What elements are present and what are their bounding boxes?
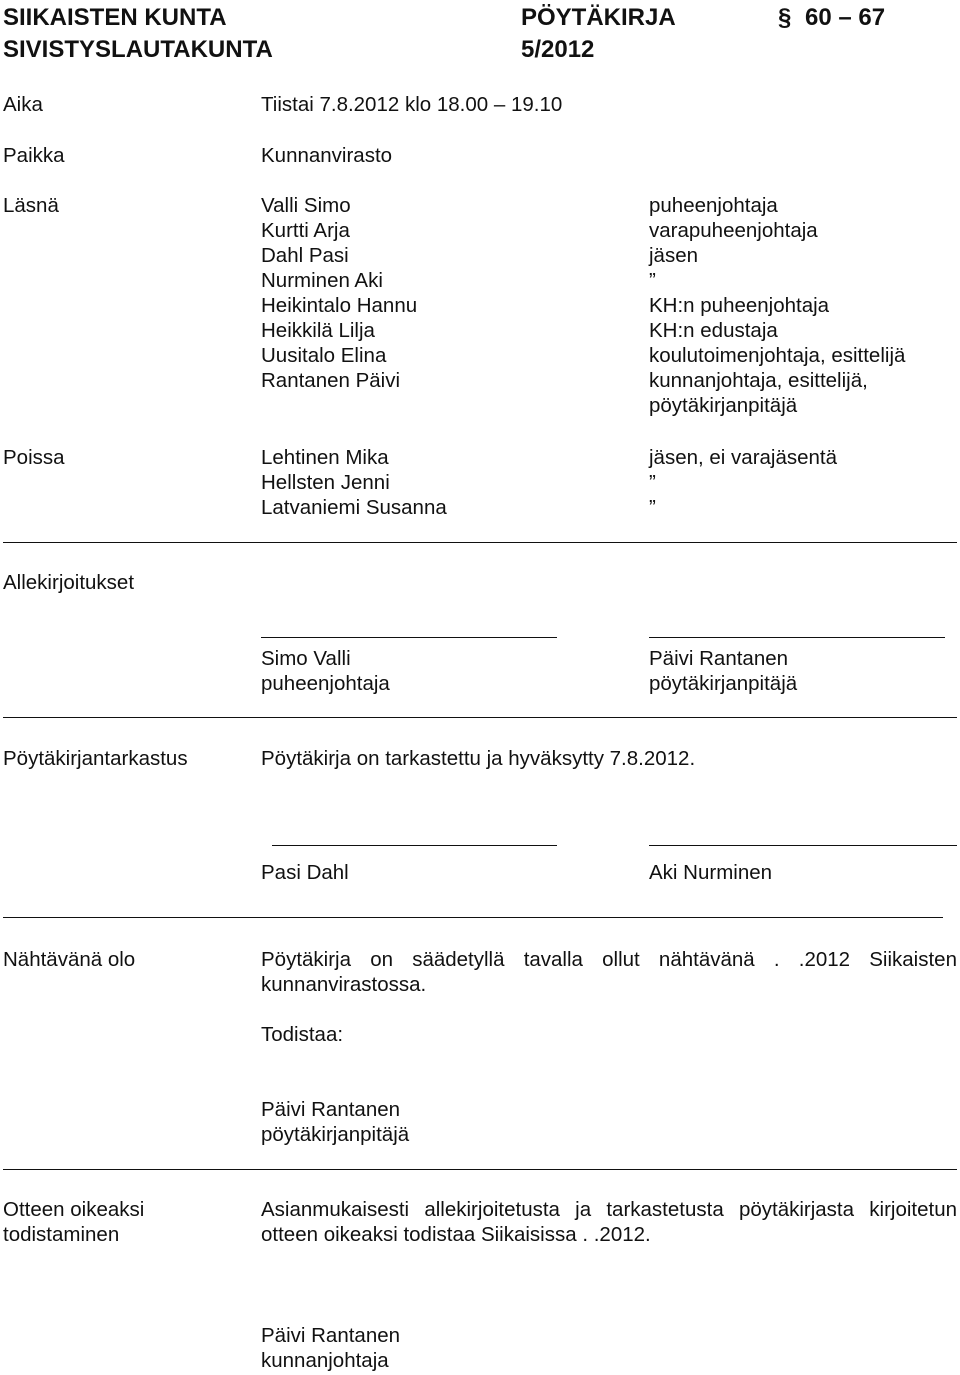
otteen-label-line2: todistaminen [3, 1223, 120, 1246]
section-divider [3, 717, 957, 718]
board-name: SIVISTYSLAUTAKUNTA [3, 36, 273, 63]
secretary-name: Päivi Rantanen [649, 647, 789, 670]
absentee-name: Lehtinen Mika [261, 446, 389, 469]
attendee-role: jäsen [649, 244, 699, 267]
otteen-text-line2: otteen oikeaksi todistaa Siikaisissa . .2012. [261, 1223, 651, 1246]
paikka-value: Kunnanvirasto [261, 144, 393, 167]
attendee-role: KH:n puheenjohtaja [649, 294, 830, 317]
attendee-name: Nurminen Aki [261, 269, 383, 292]
attendee-name: Heikintalo Hannu [261, 294, 418, 317]
poissa-roles [649, 445, 837, 520]
attendee-name: Valli Simo [261, 194, 351, 217]
aika-label: Aika [3, 93, 43, 116]
paikka-label: Paikka [3, 144, 65, 167]
absentee-name: Hellsten Jenni [261, 471, 390, 494]
otteen-signer-role: kunnanjohtaja [261, 1349, 389, 1372]
todistaa-label: Todistaa: [261, 1023, 344, 1046]
attendee-name: Heikkilä Lilja [261, 319, 375, 342]
attendee-role: varapuheenjohtaja [649, 219, 818, 242]
chair-name: Simo Valli [261, 647, 351, 670]
otteen-label-line1: Otteen oikeaksi [3, 1198, 145, 1221]
signature-line [649, 845, 957, 846]
attendee-role: pöytäkirjanpitäjä [649, 394, 798, 417]
section-symbol: § [778, 4, 792, 31]
allekirjoitukset-label: Allekirjoitukset [3, 571, 135, 594]
section-divider [3, 917, 943, 918]
lasna-label: Läsnä [3, 194, 59, 217]
attendee-role: kunnanjohtaja, esittelijä, [649, 369, 868, 392]
lasna-roles [649, 193, 905, 418]
nahtavana-label: Nähtävänä olo [3, 948, 136, 971]
otteen-text-line1: Asianmukaisesti allekirjoitetusta ja tarkastetusta pöytäkirjasta kirjoitetun [261, 1198, 957, 1221]
attendee-name: Uusitalo Elina [261, 344, 387, 367]
document-type: PÖYTÄKIRJA [521, 4, 676, 31]
attendee-role: ” [649, 269, 656, 292]
nahtavana-signer-role: pöytäkirjanpitäjä [261, 1123, 410, 1146]
otteen-signer-name: Päivi Rantanen [261, 1324, 401, 1347]
absentee-name: Latvaniemi Susanna [261, 496, 447, 519]
secretary-role: pöytäkirjanpitäjä [649, 672, 798, 695]
attendee-name: Rantanen Päivi [261, 369, 401, 392]
poissa-label: Poissa [3, 446, 65, 469]
signature-line [649, 637, 945, 638]
section-divider [3, 542, 957, 543]
municipality-name: SIIKAISTEN KUNTA [3, 4, 227, 31]
attendee-name: Kurtti Arja [261, 219, 350, 242]
inspector-name: Pasi Dahl [261, 861, 349, 884]
section-range: 60 – 67 [805, 4, 886, 31]
chair-role: puheenjohtaja [261, 672, 390, 695]
nahtavana-signer-name: Päivi Rantanen [261, 1098, 401, 1121]
inspector-name: Aki Nurminen [649, 861, 773, 884]
poissa-names [261, 445, 447, 520]
nahtavana-text-line1: Pöytäkirja on säädetyllä tavalla ollut nähtävänä . .2012 Siikaisten [261, 948, 957, 971]
absentee-role: jäsen, ei varajäsentä [649, 446, 838, 469]
absentee-role: ” [649, 471, 656, 494]
tarkastus-label: Pöytäkirjantarkastus [3, 747, 188, 770]
nahtavana-text-line2: kunnanvirastossa. [261, 973, 427, 996]
absentee-role: ” [649, 496, 656, 519]
signature-line [272, 845, 557, 846]
attendee-role: KH:n edustaja [649, 319, 778, 342]
attendee-role: puheenjohtaja [649, 194, 778, 217]
document-number: 5/2012 [521, 36, 595, 63]
lasna-names [261, 193, 417, 393]
section-divider [3, 1169, 957, 1170]
aika-value: Tiistai 7.8.2012 klo 18.00 – 19.10 [261, 93, 563, 116]
signature-line [261, 637, 557, 638]
attendee-role: koulutoimenjohtaja, esittelijä [649, 344, 906, 367]
tarkastus-text: Pöytäkirja on tarkastettu ja hyväksytty 7.8.2012. [261, 747, 696, 770]
attendee-name: Dahl Pasi [261, 244, 349, 267]
